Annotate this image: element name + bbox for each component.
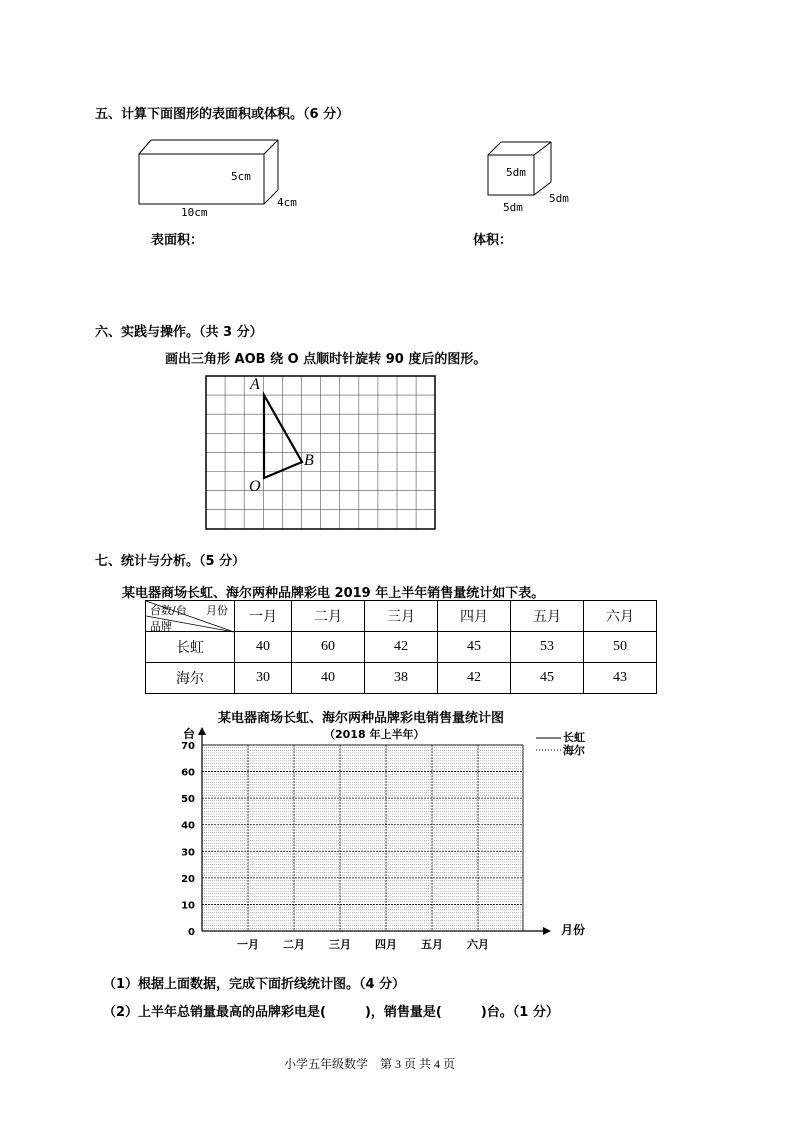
chart-subtitle: （2018 年上半年） bbox=[324, 728, 425, 741]
value-cell: 45 bbox=[438, 632, 511, 663]
point-b-label: B bbox=[304, 452, 314, 469]
cuboid-width-label: 4cm bbox=[277, 196, 297, 209]
y-tick-label: 50 bbox=[181, 794, 195, 806]
table-corner-cell bbox=[146, 601, 235, 632]
value-cell: 42 bbox=[438, 663, 511, 694]
legend-label-haier: 海尔 bbox=[563, 744, 585, 757]
triangle-aob bbox=[264, 395, 302, 478]
month-header: 四月 bbox=[438, 601, 511, 632]
value-cell: 38 bbox=[365, 663, 438, 694]
volume-label: 体积： bbox=[473, 233, 513, 248]
point-o-label: O bbox=[249, 478, 261, 495]
corner-label-month: 月份 bbox=[206, 604, 228, 617]
x-tick-label: 四月 bbox=[375, 938, 397, 951]
table-row bbox=[146, 663, 657, 694]
cube-front-label: 5dm bbox=[506, 166, 526, 179]
x-tick-label: 二月 bbox=[283, 938, 305, 951]
legend-label-changhong: 长虹 bbox=[563, 731, 585, 744]
month-header: 六月 bbox=[584, 601, 657, 632]
chart-title: 某电器商场长虹、海尔两种品牌彩电销售量统计图 bbox=[218, 711, 505, 726]
grid-figure bbox=[205, 375, 437, 531]
brand-cell: 长虹 bbox=[146, 632, 235, 663]
y-tick-label: 70 bbox=[181, 741, 195, 752]
month-header: 三月 bbox=[365, 601, 438, 632]
y-axis-arrow bbox=[198, 727, 206, 735]
value-cell: 45 bbox=[511, 663, 584, 694]
y-tick-label: 40 bbox=[181, 820, 195, 832]
cube-bottom-label: 5dm bbox=[503, 201, 523, 214]
section7-heading: 七、统计与分析。（5 分） bbox=[95, 554, 246, 569]
page-footer: 小学五年级数学 第 3 页 共 4 页 bbox=[284, 1057, 456, 1071]
rotation-instruction: 画出三角形 AOB 绕 O 点顺时针旋转 90 度后的图形。 bbox=[165, 352, 487, 367]
value-cell: 40 bbox=[292, 663, 365, 694]
table-row bbox=[146, 632, 657, 663]
cuboid-height-label: 5cm bbox=[231, 170, 251, 183]
question-1: （1）根据上面数据，完成下面折线统计图。（4 分） bbox=[103, 977, 406, 992]
y-tick-label: 20 bbox=[181, 873, 195, 885]
month-header: 五月 bbox=[511, 601, 584, 632]
x-tick-label: 五月 bbox=[421, 938, 443, 951]
table-header-row bbox=[146, 601, 657, 632]
value-cell: 60 bbox=[292, 632, 365, 663]
y-tick-label: 30 bbox=[181, 847, 195, 859]
y-tick-label: 0 bbox=[188, 927, 195, 938]
question-2: （2）上半年总销量最高的品牌彩电是( )，销售量是( )台。（1 分） bbox=[103, 1005, 559, 1020]
x-tick-label: 六月 bbox=[467, 938, 489, 951]
y-axis-label: 台 bbox=[183, 727, 196, 741]
corner-label-count: 台数/台 bbox=[150, 604, 187, 617]
brand-cell: 海尔 bbox=[146, 663, 235, 694]
value-cell: 42 bbox=[365, 632, 438, 663]
sales-intro: 某电器商场长虹、海尔两种品牌彩电 2019 年上半年销售量统计如下表。 bbox=[122, 586, 545, 601]
cuboid-figure bbox=[130, 130, 290, 220]
cuboid-length-label: 10cm bbox=[181, 206, 208, 219]
section6-heading: 六、实践与操作。（共 3 分） bbox=[95, 325, 263, 340]
x-axis-arrow bbox=[543, 927, 551, 935]
x-tick-label: 一月 bbox=[237, 938, 259, 951]
y-tick-label: 10 bbox=[181, 900, 195, 912]
cube-side-label: 5dm bbox=[549, 192, 569, 205]
value-cell: 50 bbox=[584, 632, 657, 663]
y-tick-label: 60 bbox=[181, 767, 195, 779]
point-a-label: A bbox=[250, 376, 260, 393]
value-cell: 40 bbox=[235, 632, 292, 663]
month-header: 二月 bbox=[292, 601, 365, 632]
corner-label-brand: 品牌 bbox=[150, 620, 172, 633]
section5-heading: 五、计算下面图形的表面积或体积。（6 分） bbox=[95, 107, 350, 122]
x-tick-label: 三月 bbox=[329, 938, 351, 951]
sales-table bbox=[145, 600, 657, 694]
value-cell: 43 bbox=[584, 663, 657, 694]
month-header: 一月 bbox=[235, 601, 292, 632]
value-cell: 30 bbox=[235, 663, 292, 694]
value-cell: 53 bbox=[511, 632, 584, 663]
line-chart bbox=[170, 725, 560, 965]
x-axis-label: 月份 bbox=[561, 923, 586, 937]
surface-area-label: 表面积： bbox=[151, 233, 204, 248]
